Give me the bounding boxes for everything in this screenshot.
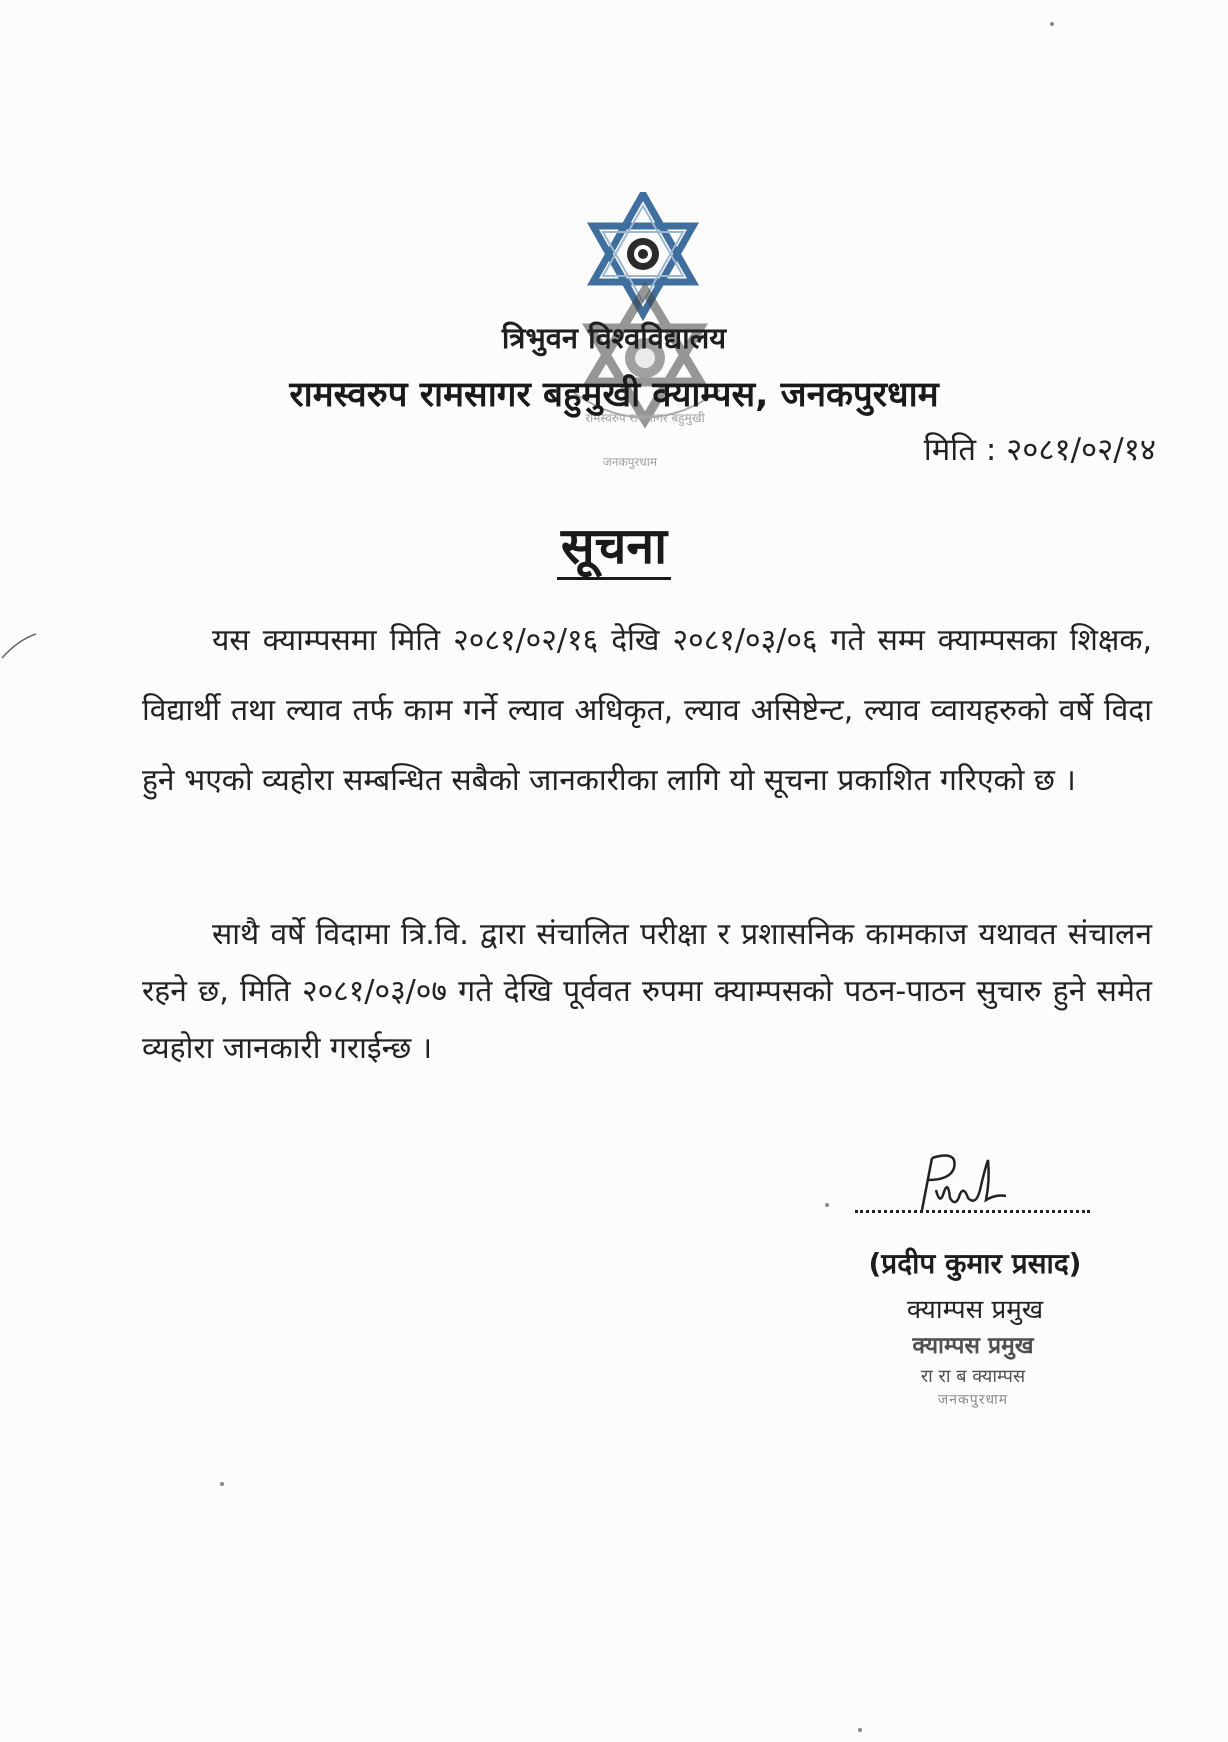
signer-title: क्याम्पस प्रमुख [906, 1295, 1044, 1325]
seal-bottom-text: जनकपुरधाम [602, 455, 658, 469]
scan-speck [825, 1203, 829, 1207]
official-stamp [868, 1328, 1078, 1409]
notice-date: मिति : २०८१/०२/१४ [923, 432, 1156, 468]
signer-name: (प्रदीप कुमार प्रसाद) [868, 1247, 1082, 1280]
notice-title: सूचना [557, 517, 671, 580]
scan-speck [1050, 22, 1054, 26]
notice-title-wrap [0, 510, 1228, 578]
scan-speck [220, 1482, 224, 1486]
stamp-line-2: रा रा ब क्याम्पस [920, 1366, 1026, 1387]
notice-paragraph-2: साथै वर्षे विदामा त्रि.वि. द्वारा संचालित परीक्षा र प्रशासनिक कामकाज यथावत संचालन रहने छ, मिति २०८१/०३/०७ गते देखि पूर्ववत रुपमा क्याम्पसको पठन-पाठन सुचारु हुने समेत व्यहोरा जानकारी गराईन्छ । [142, 917, 1152, 1066]
scan-speck [858, 1728, 862, 1732]
notice-paragraph-1: यस क्याम्पसमा मिति २०८१/०२/१६ देखि २०८१/०३/०६ गते सम्म क्याम्पसका शिक्षक, विद्यार्थी तथा ल्याव तर्फ काम गर्ने ल्याव अधिकृत, ल्याव असिष्टेन्ट, ल्याव व्वायहरुको वर्षे विदा हुने भएको व्यहोरा सम्बन्धित सबैको जानकारीका लागि यो सूचना प्रकाशित गरिएको छ । [142, 623, 1152, 798]
stamp-line-3: जनकपुरधाम [937, 1392, 1009, 1408]
university-name: त्रिभुवन विश्वविद्यालय [501, 321, 727, 355]
stamp-line-1: क्याम्पस प्रमुख [912, 1333, 1034, 1359]
scan-mark [0, 630, 40, 660]
seal-ring-text: रामस्वरुप रामसागर बहुमुखी [585, 411, 705, 425]
campus-name: रामस्वरुप रामसागर बहुमुखी क्याम्पस, जनकपुरधाम [289, 375, 939, 415]
signature-line [855, 1210, 1090, 1213]
